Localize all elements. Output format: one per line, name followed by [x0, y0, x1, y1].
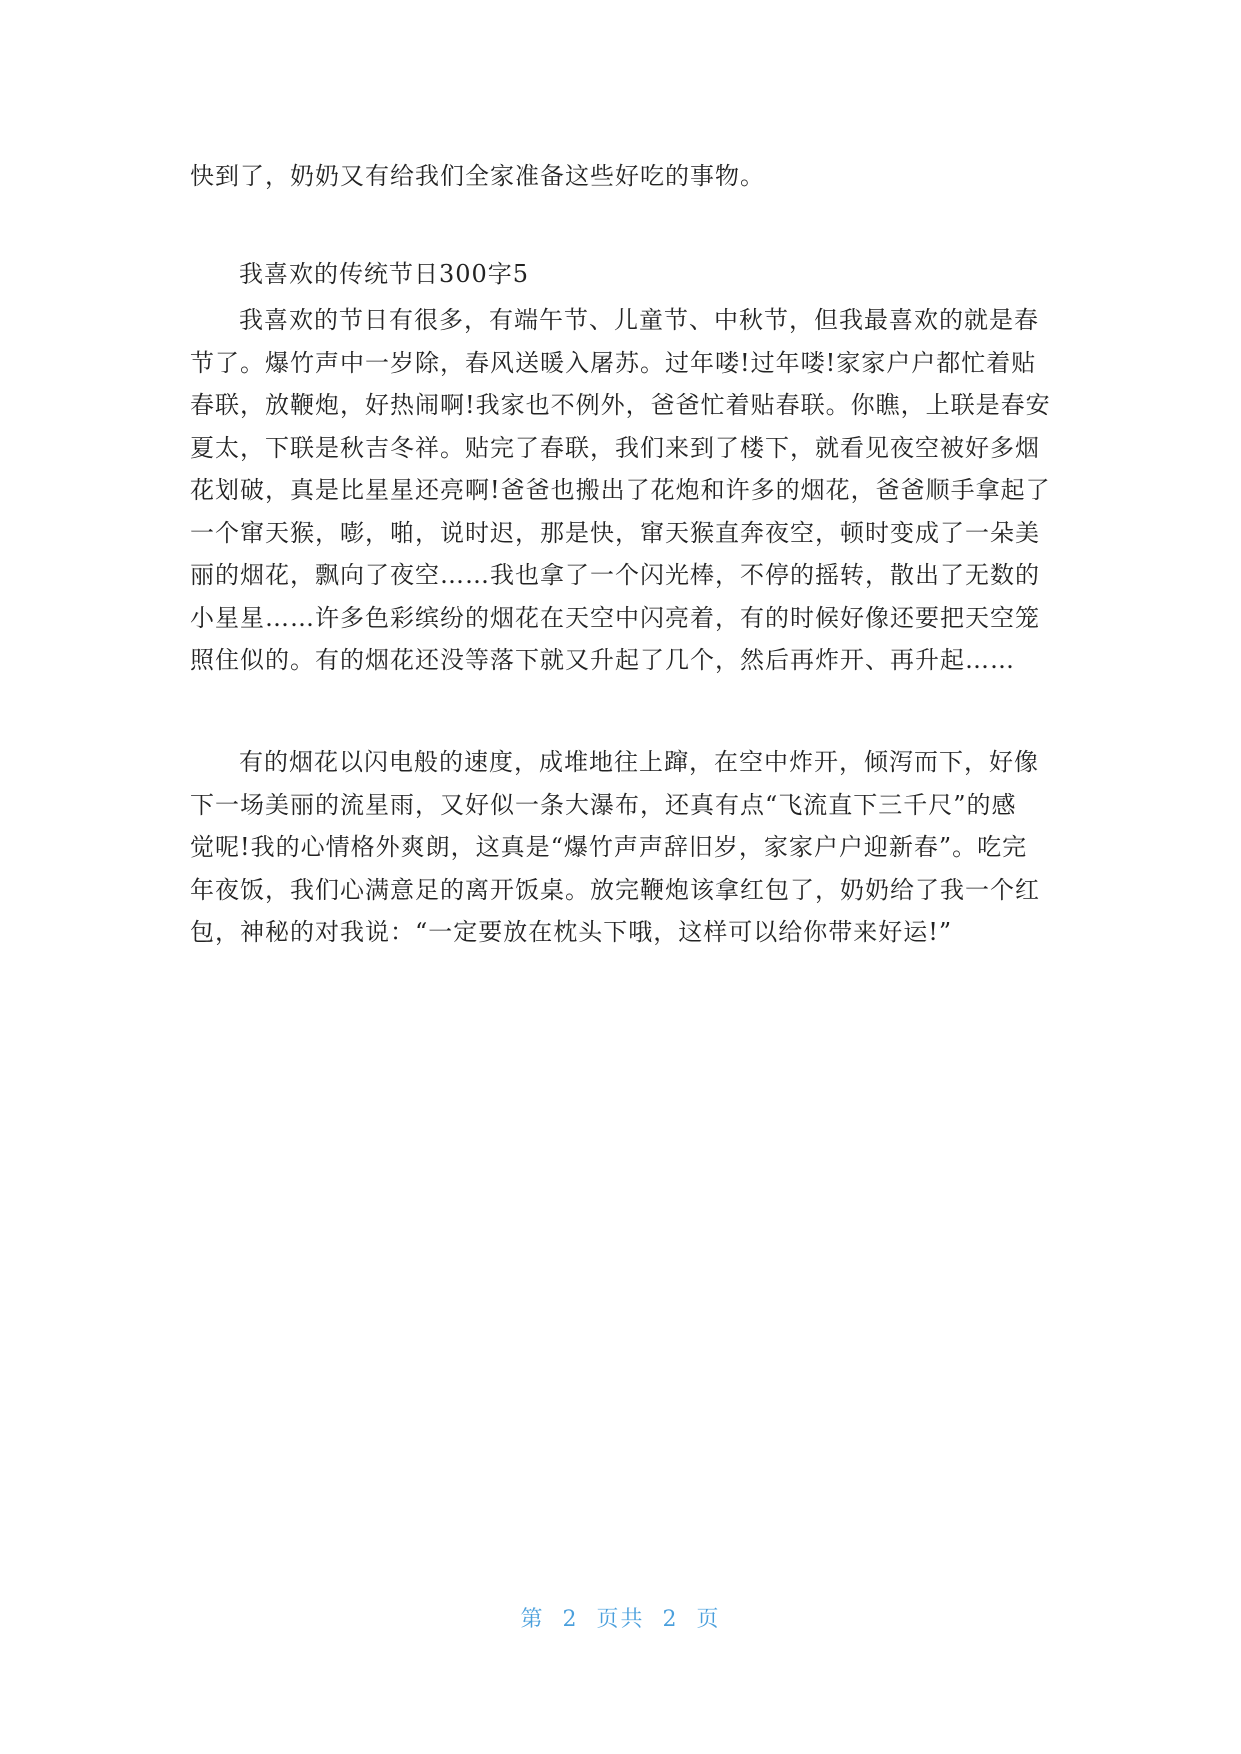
text-line: 丽的烟花，飘向了夜空……我也拿了一个闪光棒，不停的摇转，散出了无数的	[190, 561, 1040, 589]
text-line: 一个窜天猴，嘭，啪，说时迟，那是快，窜天猴直奔夜空，顿时变成了一朵美	[190, 518, 1040, 547]
footer-current-page: 2	[562, 1607, 579, 1632]
text-line: 照住似的。有的烟花还没等落下就又升起了几个，然后再炸开、再升起……	[190, 646, 1015, 674]
text-line: 下一场美丽的流星雨，又好似一条大瀑布，还真有点“飞流直下三千尺”的感	[190, 790, 1017, 819]
footer-prefix: 第	[520, 1607, 545, 1632]
text-line: 快到了，奶奶又有给我们全家准备这些好吃的事物。	[190, 162, 765, 190]
text-line: 夏太，下联是秋吉冬祥。贴完了春联，我们来到了楼下，就看见夜空被好多烟	[190, 433, 1040, 462]
text-line: 包，神秘的对我说：“一定要放在枕头下哦，这样可以给你带来好运!”	[190, 918, 953, 946]
footer-middle: 页共	[596, 1607, 645, 1632]
text-line: 春联，放鞭炮，好热闹啊!我家也不例外，爸爸忙着贴春联。你瞧，上联是春安	[190, 391, 1051, 419]
paragraph-continued	[190, 155, 1052, 198]
section-heading: 我喜欢的传统节日300字5	[239, 260, 530, 288]
text-line: 年夜饭，我们心满意足的离开饭桌。放完鞭炮该拿红包了，奶奶给了我一个红	[190, 875, 1040, 904]
text-line: 小星星……许多色彩缤纷的烟花在天空中闪亮着，有的时候好像还要把天空笼	[190, 603, 1040, 632]
text-line: 我喜欢的节日有很多，有端午节、儿童节、中秋节，但我最喜欢的就是春	[239, 306, 1039, 334]
paragraph-2	[190, 741, 1052, 954]
text-line: 觉呢!我的心情格外爽朗，这真是“爆竹声声辞旧岁，家家户户迎新春”。吃完	[190, 833, 1028, 861]
text-line: 花划破，真是比星星还亮啊!爸爸也搬出了花炮和许多的烟花，爸爸顺手拿起了	[190, 476, 1051, 504]
text-line: 节了。爆竹声中一岁除，春风送暖入屠苏。过年喽!过年喽!家家户户都忙着贴	[190, 348, 1037, 377]
paragraph-1	[190, 299, 1052, 682]
footer-suffix: 页	[696, 1607, 721, 1632]
footer-total-pages: 2	[662, 1607, 679, 1632]
text-line: 有的烟花以闪电般的速度，成堆地往上蹿，在空中炸开，倾泻而下，好像	[239, 748, 1039, 776]
page-footer	[0, 1602, 1241, 1633]
